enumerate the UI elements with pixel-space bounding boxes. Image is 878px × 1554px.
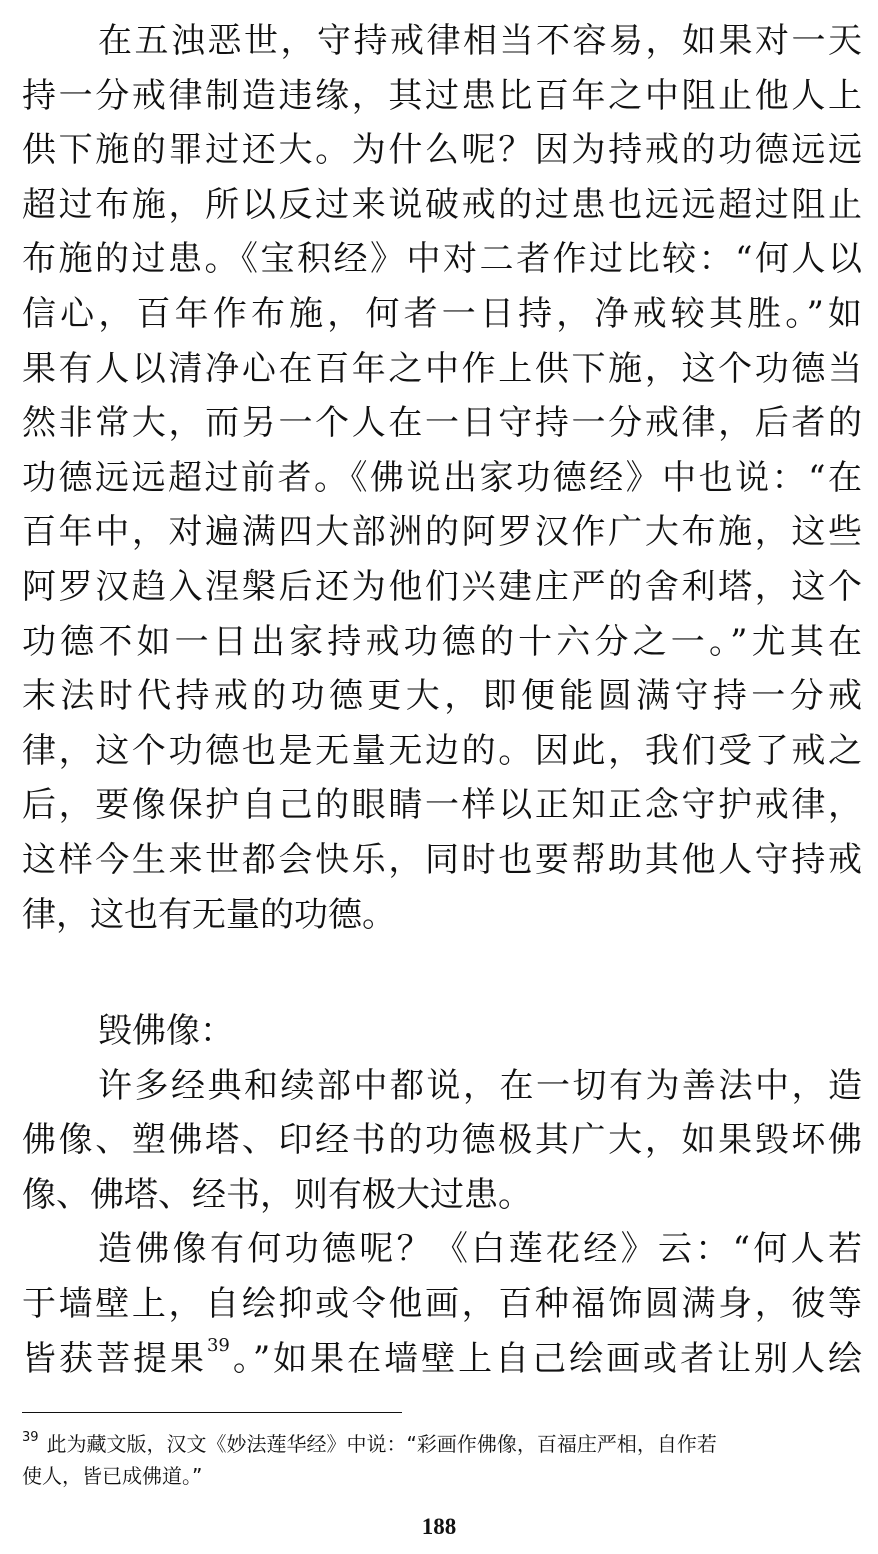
text-line: 后，要像保护自己的眼睛一样以正知正念守护戒律， <box>22 785 862 826</box>
footnote-line: 使人，皆已成佛道。” <box>22 1464 203 1488</box>
section-heading: 毁佛像： <box>98 1011 234 1052</box>
body-text <box>22 14 862 1386</box>
text-line: 许多经典和续部中都说，在一切有为善法中，造 <box>98 1065 862 1106</box>
text-segment: 。”如果在墙壁上自己绘画或者让别人绘 <box>229 1338 862 1379</box>
footnote-number: 39 <box>22 1430 39 1446</box>
text-line: 造佛像有何功德呢？《白莲花经》云：“何人若 <box>98 1229 862 1270</box>
footnote-text: 此为藏文版，汉文《妙法莲华经》中说：“彩画作佛像，百福庄严相，自作若 <box>46 1432 717 1456</box>
text-line: 佛像、塑佛塔、印经书的功德极其广大，如果毁坏佛 <box>22 1120 862 1161</box>
text-line: 于墙壁上，自绘抑或令他画，百种福饰圆满身，彼等 <box>22 1284 862 1325</box>
footnote-line <box>22 1428 858 1460</box>
paragraph-gap <box>22 942 862 1004</box>
page-number: 188 <box>421 1514 457 1539</box>
text-line: 果有人以清净心在百年之中作上供下施，这个功德当 <box>22 348 862 389</box>
text-line: 持一分戒律制造违缘，其过患比百年之中阻止他人上 <box>22 75 862 116</box>
text-line: 供下施的罪过还大。为什么呢？因为持戒的功德远远 <box>22 130 862 171</box>
text-line: 律，这个功德也是无量无边的。因此，我们受了戒之 <box>22 730 862 771</box>
text-line: 功德远远超过前者。《佛说出家功德经》中也说：“在 <box>22 457 862 498</box>
text-line: 功德不如一日出家持戒功德的十六分之一。”尤其在 <box>22 621 862 662</box>
text-line <box>22 1332 862 1387</box>
text-line: 百年中，对遍满四大部洲的阿罗汉作广大布施，这些 <box>22 512 862 553</box>
text-line: 末法时代持戒的功德更大，即便能圆满守持一分戒 <box>22 676 862 717</box>
text-line: 这样今生来世都会快乐，同时也要帮助其他人守持戒 <box>22 839 862 880</box>
text-line: 信心，百年作布施，何者一日持，净戒较其胜。”如 <box>22 293 862 334</box>
text-line: 阿罗汉趋入涅槃后还为他们兴建庄严的舍利塔，这个 <box>22 566 862 607</box>
text-line: 像、佛塔、经书，则有极大过患。 <box>22 1174 532 1215</box>
footnote-reference[interactable]: 39 <box>206 1335 230 1357</box>
text-line: 律，这也有无量的功德。 <box>22 894 396 935</box>
text-line: 超过布施，所以反过来说破戒的过患也远远超过阻止 <box>22 184 862 225</box>
footnote-divider <box>22 1412 402 1413</box>
text-line: 布施的过患。《宝积经》中对二者作过比较：“何人以 <box>22 239 862 280</box>
text-line: 然非常大，而另一个人在一日守持一分戒律，后者的 <box>22 403 862 444</box>
text-line: 在五浊恶世，守持戒律相当不容易，如果对一天 <box>98 21 862 61</box>
text-segment: 皆获菩提果 <box>22 1338 207 1379</box>
footnote <box>22 1428 858 1492</box>
